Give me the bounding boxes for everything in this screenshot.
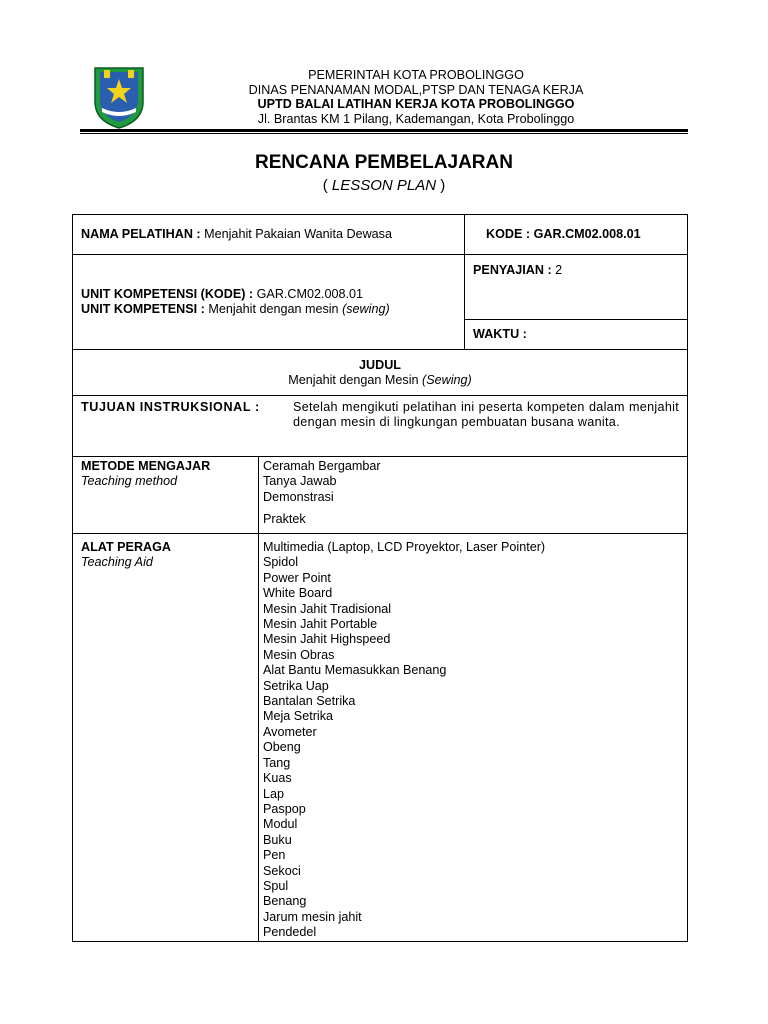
header-divider-thin xyxy=(80,133,688,134)
method-item: Tanya Jawab xyxy=(263,474,337,489)
training-name-cell xyxy=(73,215,465,255)
aid-item: Setrika Uap xyxy=(263,678,329,693)
document-title: RENCANA PEMBELAJARAN xyxy=(255,152,513,173)
aid-item: Mesin Jahit Tradisional xyxy=(263,601,392,616)
method-item: Ceramah Bergambar xyxy=(263,459,381,473)
aid-item: Buku xyxy=(263,832,292,847)
aid-item: Benang xyxy=(263,894,307,909)
aid-list-cell xyxy=(259,534,688,942)
lesson-plan-table xyxy=(72,214,688,942)
header-department: DINAS PENANAMAN MODAL,PTSP DAN TENAGA KERJA xyxy=(248,82,584,97)
aid-item: Meja Setrika xyxy=(263,709,333,724)
competency-code-label: UNIT KOMPETENSI (KODE) : xyxy=(81,287,254,301)
competency-unit-cell: UNIT KOMPETENSI (KODE) : GAR.CM02.008.01 UNIT KOMPETENSI : Menjahit dengan mesin (sewing) xyxy=(73,255,465,350)
code-cell xyxy=(465,215,688,255)
title-cell xyxy=(73,350,688,396)
training-name-label: NAMA PELATIHAN : xyxy=(81,227,201,241)
method-list-cell xyxy=(259,457,688,534)
objective-cell xyxy=(73,396,688,457)
aid-item: Mesin Obras xyxy=(263,647,335,662)
code-label: KODE : xyxy=(486,227,531,241)
session-cell xyxy=(465,255,688,320)
code-value: GAR.CM02.008.01 xyxy=(530,227,641,241)
aid-item: Kuas xyxy=(263,771,292,786)
aid-item: Mesin Jahit Highspeed xyxy=(263,632,391,647)
aid-item: Lap xyxy=(263,786,285,801)
aid-item: Pendedel xyxy=(263,925,317,940)
aid-item: Avometer xyxy=(263,724,317,739)
aid-item: Bantalan Setrika xyxy=(263,694,356,709)
training-name-value: Menjahit Pakaian Wanita Dewasa xyxy=(200,227,392,241)
judul-label: JUDUL xyxy=(359,358,401,372)
aid-label-cell xyxy=(73,534,259,942)
aid-item: Power Point xyxy=(263,570,331,585)
aid-item: Jarum mesin jahit xyxy=(263,909,362,924)
aid-item: Tang xyxy=(263,755,291,770)
competency-unit-label: UNIT KOMPETENSI : xyxy=(81,302,205,317)
aid-item: Multimedia (Laptop, LCD Proyektor, Laser Pointer) xyxy=(263,540,546,554)
aid-item: Paspop xyxy=(263,801,306,816)
header-institution: UPTD BALAI LATIHAN KERJA KOTA PROBOLINGGO xyxy=(257,97,575,111)
session-value: 2 xyxy=(551,263,563,277)
method-label: METODE MENGAJAR xyxy=(81,459,211,473)
time-label: WAKTU : xyxy=(473,327,527,341)
aid-sublabel: Teaching Aid xyxy=(81,555,153,570)
competency-unit-value: Menjahit dengan mesin xyxy=(204,302,343,317)
header-divider-thick xyxy=(80,129,688,132)
aid-item: Spidol xyxy=(263,555,299,570)
judul-value: Menjahit dengan Mesin (Sewing) xyxy=(288,373,472,388)
city-crest-logo xyxy=(92,66,146,130)
objective-text: Setelah mengikuti pelatihan ini peserta kompeten dalam menjahit dengan mesin di lingkungan pembuatan busana wanita. xyxy=(293,400,680,430)
aid-item: Modul xyxy=(263,817,298,832)
method-item: Praktek xyxy=(263,512,306,527)
time-cell xyxy=(465,320,688,350)
session-label: PENYAJIAN : xyxy=(473,263,552,277)
header-address: Jl. Brantas KM 1 Pilang, Kademangan, Kota Probolinggo xyxy=(257,111,575,126)
aid-item: Sekoci xyxy=(263,863,301,878)
document-subtitle: ( LESSON PLAN ) xyxy=(322,177,446,194)
objective-label: TUJUAN INSTRUKSIONAL : xyxy=(81,400,260,414)
aid-item: White Board xyxy=(263,586,333,601)
aid-item: Obeng xyxy=(263,740,301,755)
letterhead xyxy=(150,68,682,126)
aid-label: ALAT PERAGA xyxy=(81,540,172,554)
method-label-cell xyxy=(73,457,259,534)
aid-item: Alat Bantu Memasukkan Benang xyxy=(263,663,447,678)
aid-item: Pen xyxy=(263,848,286,863)
competency-code-value: GAR.CM02.008.01 xyxy=(253,287,364,301)
header-government: PEMERINTAH KOTA PROBOLINGGO xyxy=(308,68,524,82)
aid-item: Spul xyxy=(263,878,289,893)
aid-item: Mesin Jahit Portable xyxy=(263,617,378,632)
method-item: Demonstrasi xyxy=(263,489,334,504)
method-sublabel: Teaching method xyxy=(81,474,178,489)
